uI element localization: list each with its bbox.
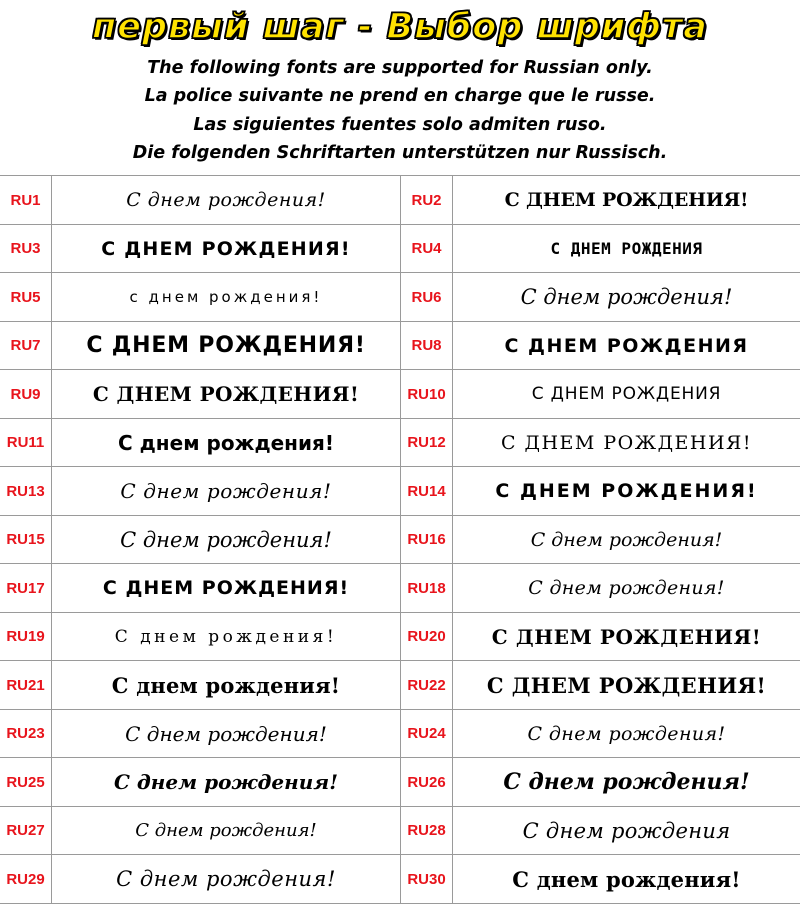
table-row [0,807,800,856]
font-sample-text: С ДНЕМ РОЖДЕНИЯ! [86,333,366,359]
font-sample-text: С ДНЕМ РОЖДЕНИЯ! [101,237,351,260]
font-code-label: RU1 [0,176,52,224]
font-code-label: RU30 [401,855,453,903]
notice-line-en: The following fonts are supported for Russian only. [147,58,653,78]
font-sample-text: С ДНЕМ РОЖДЕНИЯ! [500,431,753,454]
font-code-label: RU2 [401,176,453,224]
font-code-label: RU23 [0,710,52,758]
font-code-label: RU9 [0,370,52,418]
font-option-ru11[interactable] [0,419,400,467]
font-sample-text: С днем рождения! [111,672,341,698]
font-code-label: RU19 [0,613,52,661]
font-option-ru14[interactable] [400,467,800,515]
font-sample-text: С днем рождения! [520,285,733,310]
font-code-label: RU10 [401,370,453,418]
font-option-ru8[interactable] [400,322,800,370]
font-option-ru6[interactable] [400,273,800,321]
font-sample-text: С ДНЕМ РОЖДЕНИЯ [531,384,722,405]
font-sample-text: С днем рождения! [120,479,332,504]
table-row [0,613,800,662]
font-sample-text: С днем рождения! [114,770,338,795]
font-option-ru26[interactable] [400,758,800,806]
font-code-label: RU8 [401,322,453,370]
notice-line-fr: La police suivante ne prend en charge que le russe. [144,86,656,107]
font-sample-text: С днем рождения [522,818,731,843]
font-option-ru27[interactable] [0,807,400,855]
font-option-ru19[interactable] [0,613,400,661]
font-sample-text: С ДНЕМ РОЖДЕНИЯ! [495,480,758,503]
table-row [0,370,800,419]
font-option-ru21[interactable] [0,661,400,709]
font-option-ru15[interactable] [0,516,400,564]
font-sample-text: С днем рождения! [126,189,326,212]
font-option-ru4[interactable] [400,225,800,273]
table-row [0,225,800,274]
font-option-ru5[interactable] [0,273,400,321]
table-row [0,467,800,516]
font-option-ru30[interactable] [400,855,800,903]
font-option-ru2[interactable] [400,176,800,224]
font-code-label: RU4 [401,225,453,273]
font-sample-text: С днем рождения! [527,722,726,745]
page-banner [0,0,800,48]
page-title: первый шаг - Выбор шрифта [92,7,708,47]
font-option-ru18[interactable] [400,564,800,612]
font-sample-text: С днем рождения! [530,528,723,551]
font-option-ru9[interactable] [0,370,400,418]
font-code-label: RU21 [0,661,52,709]
table-row [0,516,800,565]
font-option-ru20[interactable] [400,613,800,661]
font-code-label: RU13 [0,467,52,515]
font-option-ru13[interactable] [0,467,400,515]
font-sample-text: С днем рождения! [528,577,725,600]
font-sample-text: С днем рождения! [503,769,750,796]
font-option-ru16[interactable] [400,516,800,564]
notice-block [0,48,800,171]
font-code-label: RU14 [401,467,453,515]
font-code-label: RU11 [0,419,52,467]
font-sample-text: С ДНЕМ РОЖДЕНИЯ! [486,672,767,698]
table-row [0,176,800,225]
font-option-ru23[interactable] [0,710,400,758]
font-code-label: RU16 [401,516,453,564]
font-sample-text: С днем рождения! [120,527,332,552]
font-option-ru3[interactable] [0,225,400,273]
font-code-label: RU15 [0,516,52,564]
font-code-label: RU17 [0,564,52,612]
table-row [0,273,800,322]
font-sample-text: С ДНЕМ РОЖДЕНИЯ! [491,624,762,649]
font-code-label: RU26 [401,758,453,806]
font-code-label: RU27 [0,807,52,855]
font-code-label: RU20 [401,613,453,661]
table-row [0,661,800,710]
font-sample-text: С днем рождения! [125,721,327,746]
font-option-ru17[interactable] [0,564,400,612]
font-code-label: RU7 [0,322,52,370]
font-sample-text: С ДНЕМ РОЖДЕНИЯ! [504,189,749,212]
font-sample-text: С днем рождения! [135,820,317,842]
font-code-label: RU3 [0,225,52,273]
font-option-ru22[interactable] [400,661,800,709]
table-row [0,322,800,371]
font-code-label: RU22 [401,661,453,709]
table-row [0,564,800,613]
font-sample-text: С ДНЕМ РОЖДЕНИЯ! [92,382,360,407]
font-code-label: RU24 [401,710,453,758]
table-row [0,855,800,904]
notice-line-es: Las siguientes fuentes solo admiten ruso. [193,114,607,135]
font-option-ru28[interactable] [400,807,800,855]
font-sample-text: С ДНЕМ РОЖДЕНИЯ [550,239,703,259]
font-option-ru10[interactable] [400,370,800,418]
font-sample-text: С днем рождения! [116,867,336,892]
font-option-ru7[interactable] [0,322,400,370]
font-code-label: RU18 [401,564,453,612]
font-option-ru24[interactable] [400,710,800,758]
font-sample-text: с днем рождения! [129,288,323,307]
table-row [0,419,800,468]
font-option-ru25[interactable] [0,758,400,806]
font-code-label: RU28 [401,807,453,855]
font-code-label: RU29 [0,855,52,903]
font-sample-text: С днем рождения! [512,866,741,892]
table-row [0,710,800,759]
font-code-label: RU6 [401,273,453,321]
font-sample-text: С днем рождения! [118,430,334,455]
font-code-label: RU25 [0,758,52,806]
font-sample-text: С днем рождения! [114,626,338,647]
font-option-ru29[interactable] [0,855,400,903]
font-option-ru12[interactable] [400,419,800,467]
font-catalog-table [0,175,800,904]
font-sample-text: С ДНЕМ РОЖДЕНИЯ! [102,577,350,600]
font-code-label: RU12 [401,419,453,467]
font-code-label: RU5 [0,273,52,321]
font-sample-text: С ДНЕМ РОЖДЕНИЯ [504,334,749,357]
font-option-ru1[interactable] [0,176,400,224]
notice-line-de: Die folgenden Schriftarten unterstützen nur Russisch. [132,143,668,164]
